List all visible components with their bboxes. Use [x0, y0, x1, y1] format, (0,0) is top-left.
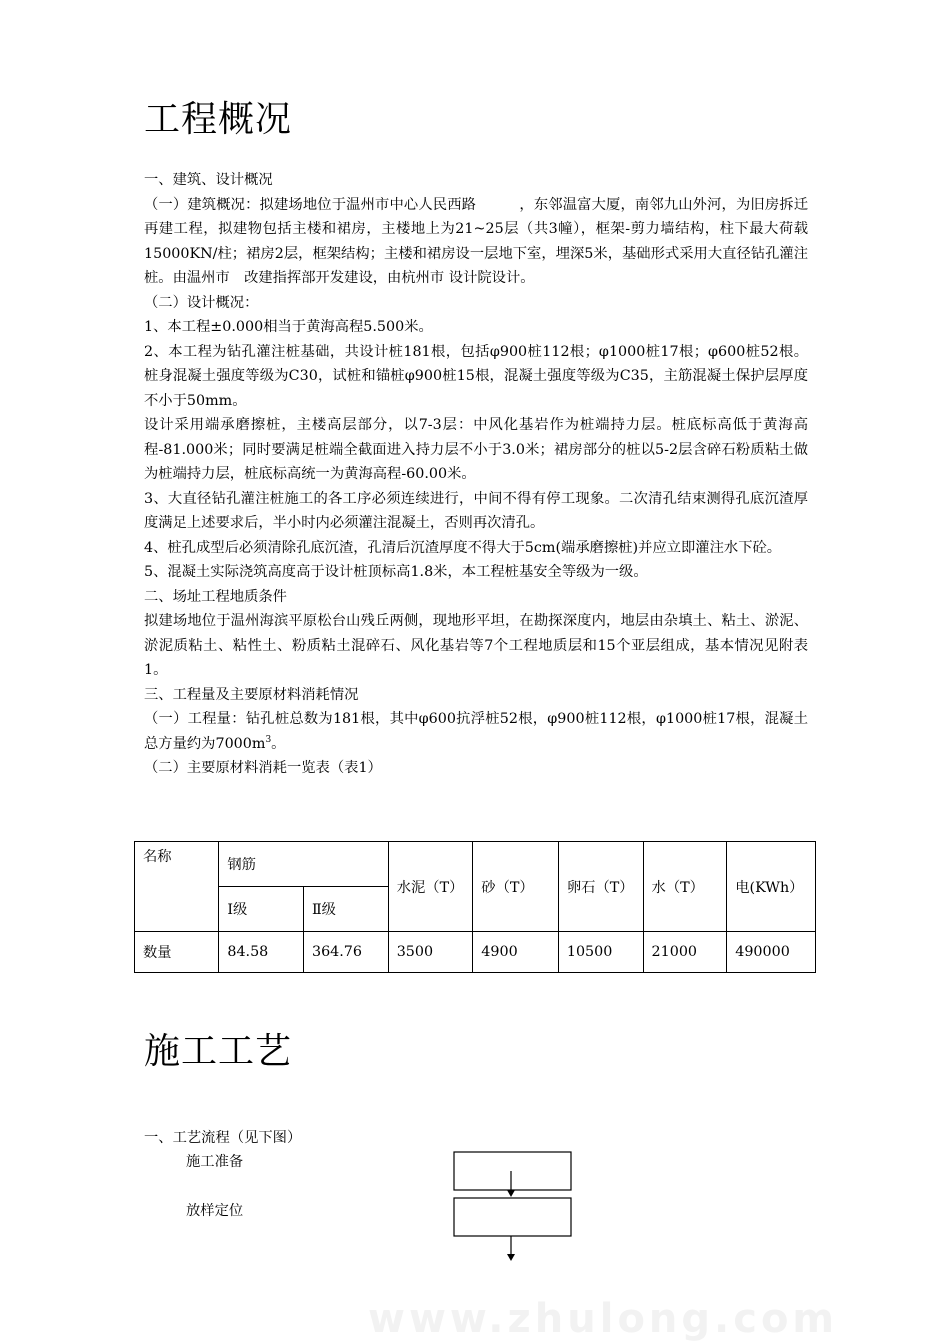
table-row	[135, 932, 816, 973]
header-steel: 钢筋	[219, 842, 388, 887]
cell-power: 490000	[727, 932, 816, 973]
cell-cement: 3500	[388, 932, 473, 973]
cell-steel-1: 84.58	[219, 932, 304, 973]
watermark: www.zhulong.com	[368, 1296, 839, 1342]
section-body	[144, 168, 808, 781]
paragraph-item-4: 4、桩孔成型后必须清除孔底沉渣，孔清后沉渣厚度不得大于5cm(端承磨擦桩)并应立即灌注水下砼。	[144, 539, 782, 556]
header-power: 电(KWh）	[727, 842, 816, 932]
cell-sand: 4900	[473, 932, 559, 973]
flow-step-label-prepare: 施工准备	[186, 1154, 244, 1170]
table-header-row	[135, 842, 816, 887]
materials-table	[134, 841, 816, 973]
row-label-quantity: 数量	[135, 932, 219, 973]
flow-arrow-1-head	[507, 1190, 515, 1197]
header-water: 水（T）	[643, 842, 727, 932]
flow-arrow-2-head	[507, 1254, 515, 1261]
heading-design-overview: （二）设计概况：	[144, 294, 259, 311]
cell-pebble: 10500	[558, 932, 643, 973]
paragraph-quantities	[144, 707, 808, 756]
header-name: 名称	[135, 842, 219, 932]
paragraph-geology: 拟建场地位于温州海滨平原松台山残丘两侧，现地形平坦，在勘探深度内，地层由杂填土、粘土、淤泥、淤泥质粘土、粘性土、粉质粘土混碎石、风化基岩等7个工程地质层和15个亚层组成，基本情况见附表1。	[144, 613, 808, 678]
section-title-project-overview: 工程概况	[144, 99, 293, 140]
cell-steel-2: 364.76	[303, 932, 388, 973]
process-flowchart	[440, 1148, 580, 1268]
header-pebble: 卵石（T）	[558, 842, 643, 932]
flow-heading: 一、工艺流程（见下图）	[144, 1130, 302, 1146]
cell-water: 21000	[643, 932, 727, 973]
flow-box-layout	[454, 1198, 571, 1236]
heading-quantities: 三、工程量及主要原材料消耗情况	[144, 686, 359, 703]
header-steel-grade-1: Ⅰ级	[219, 887, 304, 932]
paragraph-item-1: 1、本工程±0.000相当于黄海高程5.500米。	[144, 319, 433, 335]
paragraph-item-5: 5、混凝土实际浇筑高度高于设计桩顶标高1.8米，本工程桩基安全等级为一级。	[144, 564, 648, 580]
flow-box-prepare	[454, 1152, 571, 1190]
header-steel-grade-2: Ⅱ级	[303, 887, 388, 932]
paragraph-item-2b: 设计采用端承磨擦桩，主楼高层部分，以7-3层：中风化基岩作为桩端持力层。桩底标高低于黄海高程-81.000米；同时要满足桩端全截面进入持力层不小于3.0米；裙房部分的桩以5-2层含碎石粉质粘土做为桩端持力层，桩底标高统一为黄海高程-60.00米。	[144, 417, 808, 482]
cubic-superscript: 3	[265, 734, 272, 745]
paragraph-item-3: 3、大直径钻孔灌注桩施工的各工序必须连续进行，中间不得有停工现象。二次清孔结束测得孔底沉渣厚度满足上述要求后，半小时内必须灌注混凝土，否则再次清孔。	[144, 490, 808, 531]
header-cement: 水泥（T）	[388, 842, 473, 932]
heading-geology: 二、场址工程地质条件	[144, 588, 287, 605]
header-sand: 砂（T）	[473, 842, 559, 932]
quantities-end: 。	[271, 735, 286, 752]
paragraph-architecture-overview: （一）建筑概况：拟建场地位于温州市中心人民西路 ，东邻温富大厦，南邻九山外河，为旧房拆迁再建工程，拟建物包括主楼和裙房，主楼地上为21~25层（共3幢），框架-剪力墙结构，柱下最大荷载15000KN/柱；裙房2层，框架结构；主楼和裙房设一层地下室，埋深5米，基础形式采用大直径钻孔灌注桩。由温州市 改建指挥部开发建设，由杭州市 设计院设计。	[144, 196, 808, 286]
section-title-construction-process: 施工工艺	[144, 1031, 293, 1072]
paragraph-item-2: 2、本工程为钻孔灌注桩基础，共设计桩181根，包括φ900桩112根；φ1000桩17根；φ600桩52根。桩身混凝土强度等级为C30，试桩和锚桩φ900桩15根，混凝土强度等级为C35，主筋混凝土保护层厚度不小于50mm。	[144, 343, 809, 409]
quantities-text: （一）工程量：钻孔桩总数为181根，其中φ600抗浮桩52根，φ900桩112根，φ1000桩17根，混凝土总方量约为7000m	[144, 711, 808, 752]
heading-architecture-design: 一、建筑、设计概况	[144, 172, 273, 188]
flow-step-label-layout: 放样定位	[186, 1203, 244, 1219]
table-caption: （二）主要原材料消耗一览表（表1）	[144, 760, 382, 776]
